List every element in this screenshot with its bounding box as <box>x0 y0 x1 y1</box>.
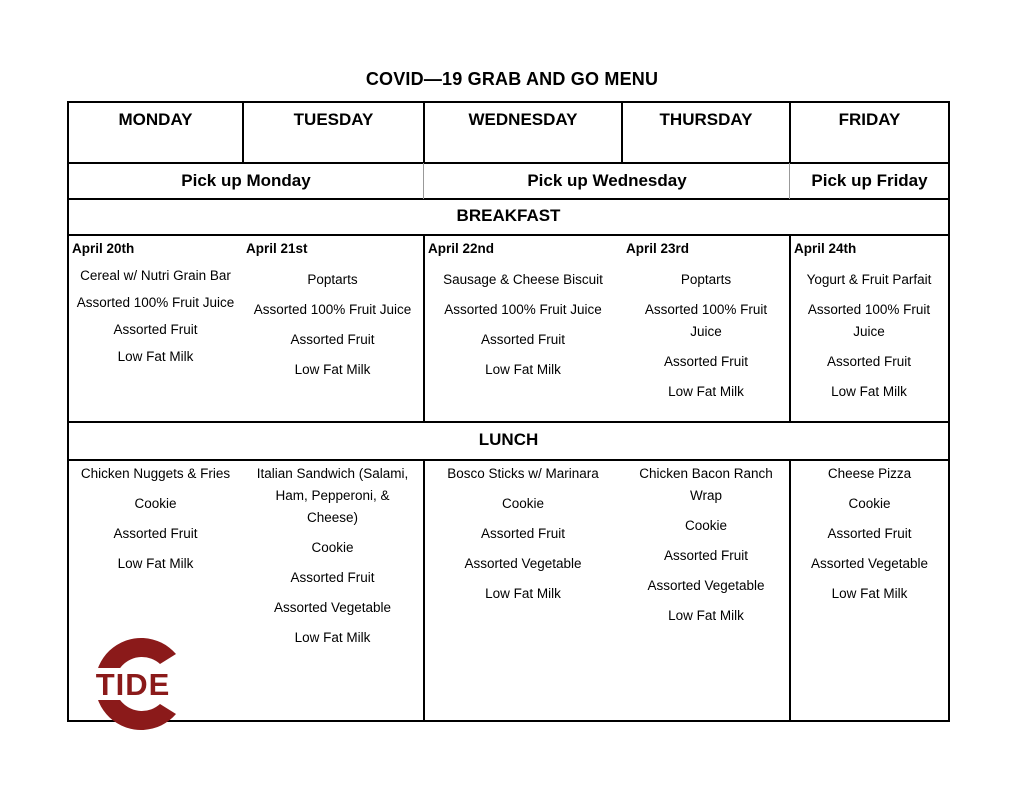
list-item: Poptarts <box>680 272 732 287</box>
pickup-monday: Pick up Monday <box>181 171 311 190</box>
grid-line <box>67 459 950 461</box>
grid-line <box>423 163 424 199</box>
day-header-thursday: THURSDAY <box>659 110 753 129</box>
list-item: Assorted 100% Fruit Juice <box>807 302 931 339</box>
list-item: Assorted Fruit <box>827 526 912 541</box>
list-item: Cookie <box>501 496 545 511</box>
lunch-tuesday <box>250 463 415 657</box>
list-item: Assorted Fruit <box>480 526 566 541</box>
list-item: Chicken Bacon Ranch Wrap <box>639 466 773 503</box>
lunch-wednesday <box>425 463 621 613</box>
section-breakfast: BREAKFAST <box>456 206 561 225</box>
list-item: Cookie <box>134 496 177 511</box>
list-item: Assorted Vegetable <box>810 556 929 571</box>
section-lunch: LUNCH <box>478 430 539 449</box>
list-item: Assorted Fruit <box>113 322 198 337</box>
date-thursday: April 23rd <box>626 241 690 256</box>
list-item: Chicken Nuggets & Fries <box>80 466 231 481</box>
list-item: Low Fat Milk <box>117 556 194 571</box>
date-tuesday: April 21st <box>246 241 308 256</box>
lunch-friday <box>791 463 948 613</box>
date-wednesday: April 22nd <box>428 241 495 256</box>
list-item: Low Fat Milk <box>668 608 744 623</box>
day-header-wednesday: WEDNESDAY <box>468 110 578 129</box>
list-item: Assorted 100% Fruit Juice <box>76 295 235 310</box>
list-item: Low Fat Milk <box>294 362 371 377</box>
list-item: Low Fat Milk <box>668 384 744 399</box>
breakfast-friday <box>796 269 942 411</box>
grid-line <box>67 198 950 200</box>
list-item: Cookie <box>311 540 354 555</box>
grid-line <box>67 101 950 103</box>
logo-text: TIDE <box>95 667 171 702</box>
day-header-monday: MONDAY <box>118 110 193 129</box>
pickup-wednesday: Pick up Wednesday <box>527 171 687 190</box>
list-item: Cheese Pizza <box>827 466 912 481</box>
grid-line <box>67 101 69 722</box>
lunch-monday <box>69 463 242 583</box>
list-item: Cereal w/ Nutri Grain Bar <box>80 268 231 283</box>
tide-logo <box>80 632 190 736</box>
grid-line <box>67 720 950 722</box>
grid-line <box>948 101 950 722</box>
list-item: Assorted 100% Fruit Juice <box>444 302 602 317</box>
grid-line <box>67 421 950 423</box>
grid-line <box>789 163 790 199</box>
list-item: Bosco Sticks w/ Marinara <box>447 466 599 481</box>
list-item: Assorted Fruit <box>826 354 912 369</box>
grid-line <box>67 162 950 164</box>
pickup-friday: Pick up Friday <box>811 171 928 190</box>
breakfast-wednesday <box>425 269 621 389</box>
list-item: Assorted 100% Fruit Juice <box>644 302 768 339</box>
breakfast-monday <box>69 265 242 373</box>
list-item: Cookie <box>684 518 728 533</box>
list-item: Assorted Vegetable <box>464 556 582 571</box>
list-item: Cookie <box>848 496 891 511</box>
list-item: Assorted Vegetable <box>647 578 765 593</box>
list-item: Low Fat Milk <box>831 586 908 601</box>
day-header-tuesday: TUESDAY <box>293 110 374 129</box>
list-item: Assorted 100% Fruit Juice <box>253 302 412 317</box>
list-item: Yogurt & Fruit Parfait <box>806 272 932 287</box>
list-item: Low Fat Milk <box>485 586 561 601</box>
breakfast-tuesday <box>244 269 421 389</box>
date-friday: April 24th <box>794 241 857 256</box>
list-item: Poptarts <box>307 272 358 287</box>
menu-title: COVID—19 GRAB AND GO MENU <box>365 69 659 89</box>
list-item: Low Fat Milk <box>831 384 907 399</box>
day-header-friday: FRIDAY <box>838 110 901 129</box>
list-item: Assorted Fruit <box>113 526 198 541</box>
grid-line <box>67 234 950 236</box>
list-item: Assorted Fruit <box>480 332 566 347</box>
list-item: Assorted Fruit <box>290 570 375 585</box>
list-item: Italian Sandwich (Salami, Ham, Pepperoni, & Cheese) <box>256 466 409 525</box>
breakfast-thursday <box>631 269 781 411</box>
list-item: Assorted Fruit <box>290 332 375 347</box>
lunch-thursday <box>631 463 781 635</box>
grid-line <box>789 235 791 422</box>
list-item: Assorted Fruit <box>663 548 749 563</box>
list-item: Low Fat Milk <box>485 362 561 377</box>
list-item: Assorted Vegetable <box>273 600 392 615</box>
list-item: Sausage & Cheese Biscuit <box>443 272 603 287</box>
list-item: Assorted Fruit <box>663 354 749 369</box>
date-monday: April 20th <box>72 241 135 256</box>
list-item: Low Fat Milk <box>117 349 194 364</box>
list-item: Low Fat Milk <box>294 630 371 645</box>
